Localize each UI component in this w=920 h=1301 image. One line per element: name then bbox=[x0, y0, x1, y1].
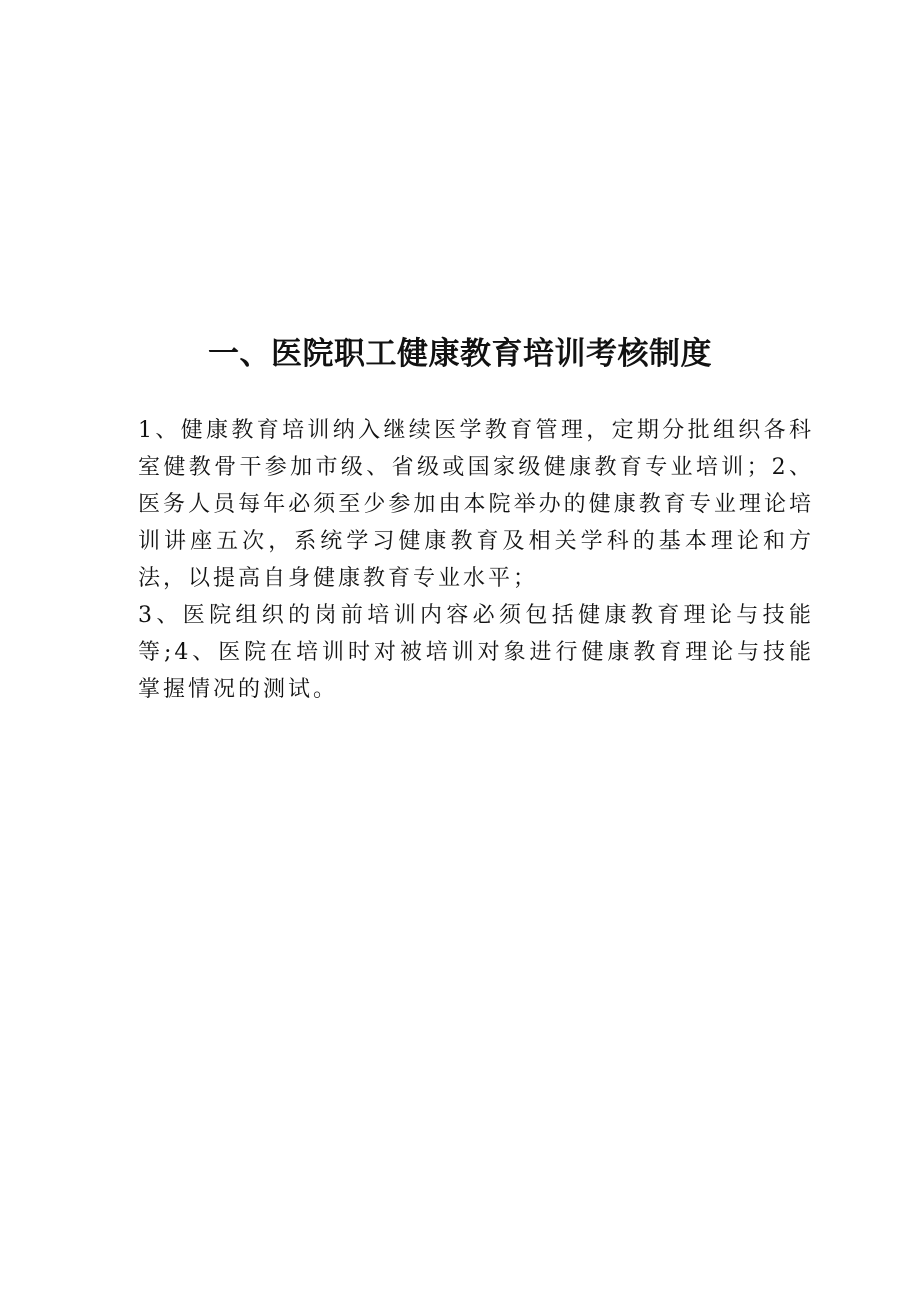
document-body bbox=[138, 412, 814, 708]
paragraph-1: 1、健康教育培训纳入继续医学教育管理，定期分批组织各科室健教骨干参加市级、省级或国家级健康教育专业培训；2、医务人员每年必须至少参加由本院举办的健康教育专业理论培训讲座五次，系统学习健康教育及相关学科的基本理论和方法，以提高自身健康教育专业水平； bbox=[138, 418, 814, 591]
document-title: 一、医院职工健康教育培训考核制度 bbox=[208, 336, 712, 372]
paragraph-2: 3、医院组织的岗前培训内容必须包括健康教育理论与技能等;4、医院在培训时对被培训对象进行健康教育理论与技能掌握情况的测试。 bbox=[138, 603, 814, 702]
